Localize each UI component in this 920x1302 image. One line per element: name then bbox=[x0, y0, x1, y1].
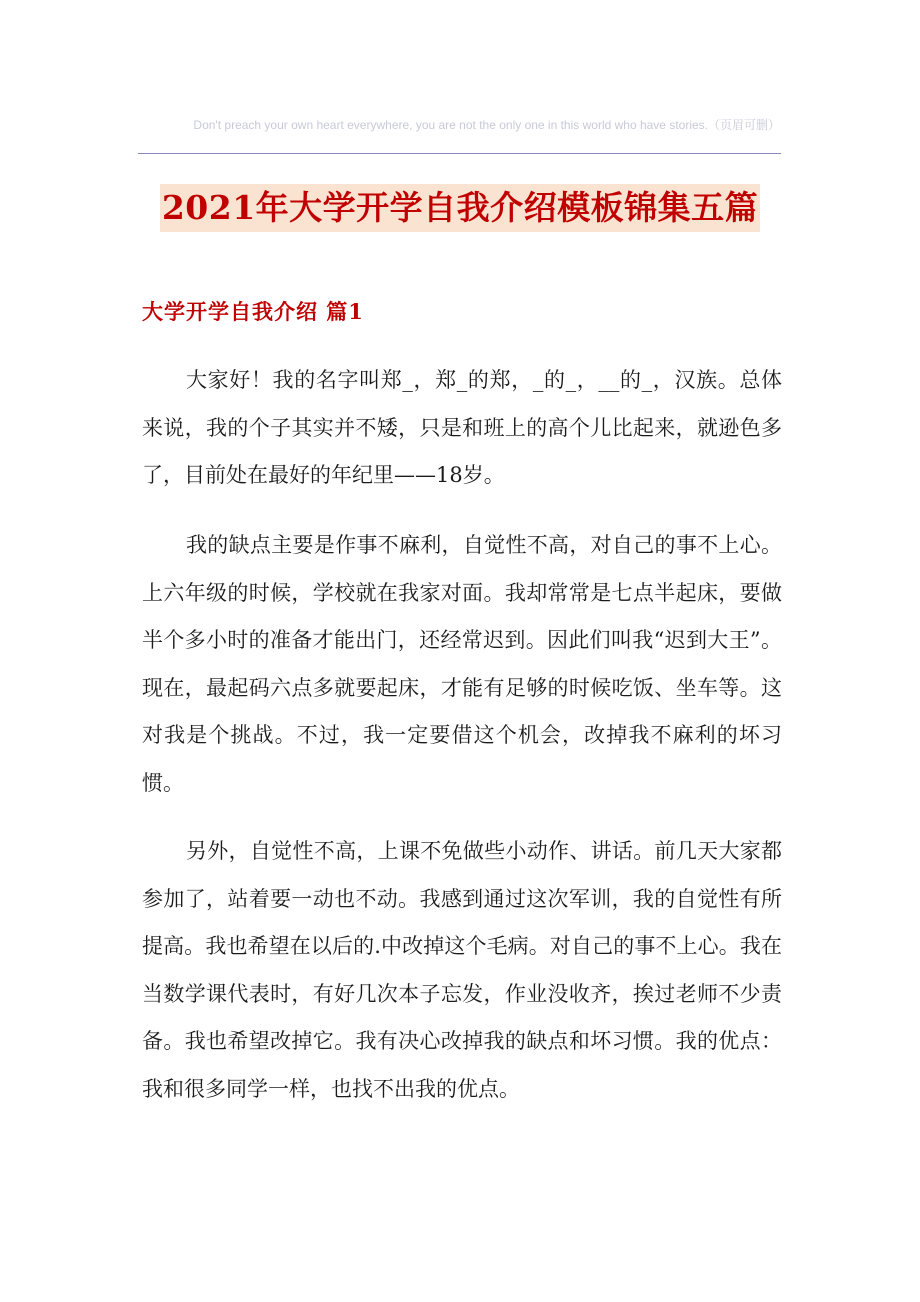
section-heading: 大学开学自我介绍 篇1 bbox=[142, 299, 364, 324]
document-title: 2021年大学开学自我介绍模板锦集五篇 bbox=[160, 184, 760, 232]
document-title-wrapper bbox=[0, 184, 920, 232]
paragraph-3: 另外，自觉性不高，上课不免做些小动作、讲话。前几天大家都参加了，站着要一动也不动。我感到通过这次军训，我的自觉性有所提高。我也希望在以后的.中改掉这个毛病。对自己的事不上心。我在当数学课代表时，有好几次本子忘发，作业没收齐，挨过老师不少责备。我也希望改掉它。我有决心改掉我的缺点和坏习惯。我的优点：我和很多同学一样，也找不出我的优点。 bbox=[142, 839, 782, 1101]
paragraph-1: 大家好！我的名字叫郑_，郑_的郑，_的_，__的_，汉族。总体来说，我的个子其实并不矮，只是和班上的高个儿比起来，就逊色多了，目前处在最好的年纪里——18岁。 bbox=[142, 368, 782, 487]
page-header-note: Don't preach your own heart everywhere, you are not the only one in this world who have stories.（页眉可删） bbox=[193, 118, 780, 132]
paragraph-2: 我的缺点主要是作事不麻利，自觉性不高，对自己的事不上心。上六年级的时候，学校就在我家对面。我却常常是七点半起床，要做半个多小时的准备才能出门，还经常迟到。因此们叫我“迟到大王”。现在，最起码六点多就要起床，才能有足够的时候吃饭、坐车等。这对我是个挑战。不过，我一定要借这个机会，改掉我不麻利的坏习惯。 bbox=[142, 533, 782, 795]
header-divider bbox=[138, 153, 781, 154]
